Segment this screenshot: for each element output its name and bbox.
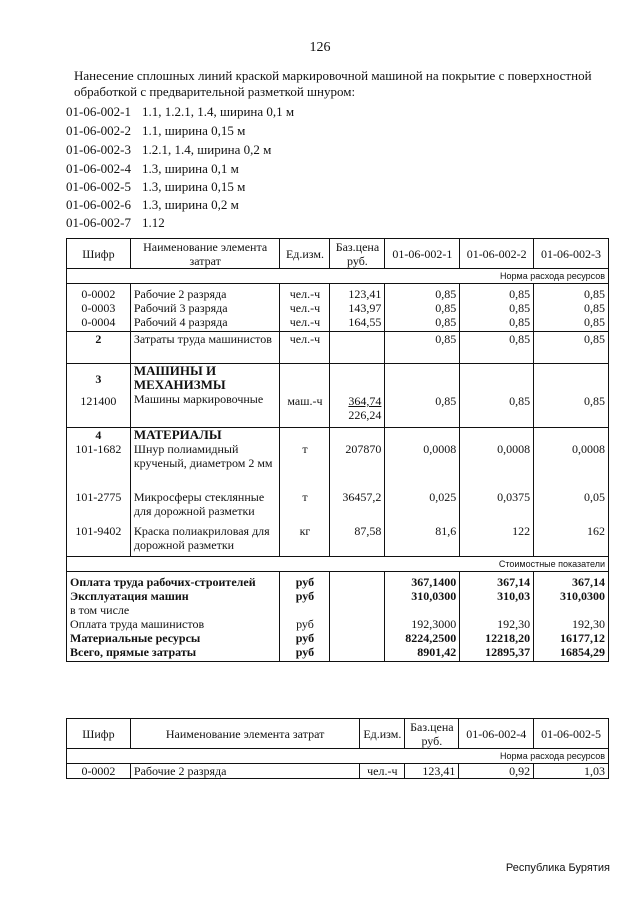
cell-name: Затраты труда машинистов (130, 332, 280, 364)
cell-v1: 0,0008 (385, 442, 460, 490)
cell-v1: 0,85 (385, 301, 460, 315)
table-row (67, 764, 609, 779)
cost-row (67, 631, 609, 645)
cell-name: Рабочий 3 разряда (130, 301, 280, 315)
cost-name: Оплата труда машинистов (67, 617, 280, 631)
cell-v2: 0,85 (460, 315, 534, 332)
cell-v3: 0,85 (534, 332, 609, 364)
cell-code: 101-9402 (67, 524, 131, 556)
section-number: 2 (67, 332, 131, 364)
code-line (66, 197, 239, 213)
code: 01-06-002-5 (66, 179, 131, 194)
cell-unit: кг (280, 524, 330, 556)
empty-cell (460, 428, 534, 443)
cell-v2 (460, 364, 534, 428)
empty-cell (385, 428, 460, 443)
header-col2: 01-06-002-5 (534, 719, 609, 749)
cost-v1: 367,1400 (385, 571, 460, 589)
table-row (67, 524, 609, 556)
resource-table-2 (66, 718, 609, 779)
cost-v2: 12218,20 (460, 631, 534, 645)
section-number: 3 (95, 372, 102, 386)
cell-name: Рабочий 4 разряда (130, 315, 280, 332)
cell-price: 207870 (330, 442, 385, 490)
cell-unit: чел.-ч (280, 332, 330, 364)
code-line (66, 179, 245, 195)
cost-v1: 310,0300 (385, 589, 460, 603)
code-desc: 1.2.1, 1.4, ширина 0,2 м (142, 142, 272, 157)
code: 01-06-002-1 (66, 104, 131, 119)
cell-code: 0-0002 (67, 764, 131, 779)
empty-cell (330, 603, 385, 617)
header-unit: Ед.изм. (280, 239, 330, 269)
cell-v2: 0,85 (460, 301, 534, 315)
code-desc: 1.12 (142, 215, 165, 230)
materials-heading-row (67, 428, 609, 443)
cost-name: Материальные ресурсы (67, 631, 280, 645)
empty-cell (330, 631, 385, 645)
cost-unit: руб (280, 589, 330, 603)
norm-label: Норма расхода ресурсов (67, 269, 609, 284)
table-row (67, 301, 609, 315)
cell-name: Микросферы стеклянные для дорожной разметки (130, 490, 280, 524)
cell-code: 0-0003 (67, 301, 131, 315)
header-code: Шифр (67, 719, 131, 749)
cell-unit: чел.-ч (360, 764, 405, 779)
cell-v3 (534, 364, 609, 428)
empty-cell (330, 645, 385, 662)
cost-name: Всего, прямые затраты (67, 645, 280, 662)
machines-row (67, 364, 609, 428)
cell-v1 (385, 364, 460, 428)
cell-name (130, 364, 280, 428)
cost-v2: 367,14 (460, 571, 534, 589)
cost-name: в том числе (67, 603, 280, 617)
cell-name: Рабочие 2 разряда (130, 764, 359, 779)
cell-v1: 81,6 (385, 524, 460, 556)
cell-unit: т (280, 442, 330, 490)
cost-v1: 8224,2500 (385, 631, 460, 645)
cell-name: Шнур полиамидный крученый, диаметром 2 мм (130, 442, 280, 490)
header-col2: 01-06-002-2 (460, 239, 534, 269)
cell-price: 36457,2 (330, 490, 385, 524)
machine-price: 364,74 (348, 394, 382, 408)
cost-v3: 16177,12 (534, 631, 609, 645)
code: 01-06-002-7 (66, 215, 131, 230)
norm-label: Норма расхода ресурсов (67, 749, 609, 764)
cell-unit (280, 364, 330, 428)
cell-v2: 0,0008 (460, 442, 534, 490)
empty-cell (280, 603, 330, 617)
cell-price: 123,41 (405, 764, 459, 779)
cell-price: 87,58 (330, 524, 385, 556)
cost-v3: 367,14 (534, 571, 609, 589)
cost-row (67, 571, 609, 589)
cell-price (330, 364, 385, 428)
empty-cell (385, 603, 460, 617)
machine-code: 121400 (80, 394, 117, 408)
cell-v3: 0,85 (534, 315, 609, 332)
header-price: Баз.цена руб. (330, 239, 385, 269)
cell-v2: 0,0375 (460, 490, 534, 524)
empty-cell (460, 603, 534, 617)
cost-row (67, 603, 609, 617)
empty-cell (280, 428, 330, 443)
header-col3: 01-06-002-3 (534, 239, 609, 269)
header-price: Баз.цена руб. (405, 719, 459, 749)
machinists-row (67, 332, 609, 364)
cost-unit: руб (280, 571, 330, 589)
header-col1: 01-06-002-4 (459, 719, 534, 749)
cost-row (67, 617, 609, 631)
cost-unit: руб (280, 631, 330, 645)
cell-v1: 0,025 (385, 490, 460, 524)
cell-name: Краска полиакриловая для дорожной разметки (130, 524, 280, 556)
cell-v1: 0,85 (385, 332, 460, 364)
cell-v3: 0,05 (534, 490, 609, 524)
code-desc: 1.1, 1.2.1, 1.4, ширина 0,1 м (142, 104, 295, 119)
cost-v1: 192,3000 (385, 617, 460, 631)
cost-name: Оплата труда рабочих-строителей (67, 571, 280, 589)
empty-cell (330, 571, 385, 589)
cost-unit: руб (280, 617, 330, 631)
code: 01-06-002-2 (66, 123, 131, 138)
code-line (66, 142, 271, 158)
code-line (66, 104, 294, 120)
table-header-row (67, 239, 609, 269)
cost-unit: руб (280, 645, 330, 662)
code-line (66, 161, 239, 177)
table-row (67, 490, 609, 524)
norm-label-row (67, 269, 609, 284)
cost-v3: 192,30 (534, 617, 609, 631)
empty-cell (330, 428, 385, 443)
cell-v2: 122 (460, 524, 534, 556)
machine-name: Машины маркировочные (133, 392, 264, 406)
cell-code: 101-1682 (67, 442, 131, 490)
cell-v3: 0,85 (534, 301, 609, 315)
code-line (66, 123, 245, 139)
section-title: МАТЕРИАЛЫ (130, 428, 280, 443)
page-number: 126 (309, 40, 331, 55)
cell-name: Рабочие 2 разряда (130, 284, 280, 302)
code-desc: 1.3, ширина 0,1 м (142, 161, 239, 176)
table-row (67, 442, 609, 490)
code-desc: 1.3, ширина 0,2 м (142, 197, 239, 212)
code-line (66, 215, 165, 231)
machine-v3: 0,85 (584, 394, 605, 408)
cost-row (67, 645, 609, 662)
header-col1: 01-06-002-1 (385, 239, 460, 269)
header-unit: Ед.изм. (360, 719, 405, 749)
cell-v1: 0,92 (459, 764, 534, 779)
cell-price (330, 332, 385, 364)
cell-price: 143,97 (330, 301, 385, 315)
header-name: Наименование элемента затрат (130, 719, 359, 749)
cost-label-row (67, 556, 609, 571)
cell-unit: чел.-ч (280, 284, 330, 302)
cell-v1: 0,85 (385, 284, 460, 302)
cell-price: 123,41 (330, 284, 385, 302)
cell-v3: 0,0008 (534, 442, 609, 490)
machine-price-2: 226,24 (348, 408, 382, 422)
cell-code (67, 364, 131, 428)
cost-v2: 310,03 (460, 589, 534, 603)
empty-cell (330, 589, 385, 603)
machine-v2: 0,85 (509, 394, 531, 408)
cost-v1: 8901,42 (385, 645, 460, 662)
empty-cell (534, 603, 609, 617)
machine-unit: маш.-ч (287, 394, 323, 408)
cell-code: 0-0004 (67, 315, 131, 332)
resource-table (66, 238, 609, 662)
empty-cell (534, 428, 609, 443)
cell-v1: 0,85 (385, 315, 460, 332)
cost-v3: 310,0300 (534, 589, 609, 603)
header-name: Наименование элемента затрат (130, 239, 280, 269)
header-code: Шифр (67, 239, 131, 269)
cost-v3: 16854,29 (534, 645, 609, 662)
code-desc: 1.1, ширина 0,15 м (142, 123, 246, 138)
cell-code: 101-2775 (67, 490, 131, 524)
cost-v2: 12895,37 (460, 645, 534, 662)
footer-region: Республика Бурятия (505, 862, 610, 874)
norm-label-row (67, 749, 609, 764)
cell-v3: 0,85 (534, 284, 609, 302)
table-row (67, 315, 609, 332)
code: 01-06-002-4 (66, 161, 131, 176)
cell-v2: 0,85 (460, 332, 534, 364)
cost-row (67, 589, 609, 603)
cell-unit: чел.-ч (280, 315, 330, 332)
code-desc: 1.3, ширина 0,15 м (142, 179, 246, 194)
table-row (67, 284, 609, 302)
code: 01-06-002-3 (66, 142, 131, 157)
table-header-row (67, 719, 609, 749)
cell-v2: 0,85 (460, 284, 534, 302)
empty-cell (330, 617, 385, 631)
cell-v2: 1,03 (534, 764, 609, 779)
cell-unit: чел.-ч (280, 301, 330, 315)
machine-v1: 0,85 (435, 394, 457, 408)
intro-text: Нанесение сплошных линий краской маркировочной машиной на покрытие с поверхностной обработкой с предварительной разметкой шнуром: (74, 68, 592, 99)
cell-unit: т (280, 490, 330, 524)
code: 01-06-002-6 (66, 197, 131, 212)
cost-name: Эксплуатация машин (67, 589, 280, 603)
cost-v2: 192,30 (460, 617, 534, 631)
section-number: 4 (67, 428, 131, 443)
cell-code: 0-0002 (67, 284, 131, 302)
section-title: МАШИНЫ И МЕХАНИЗМЫ (133, 363, 226, 392)
cost-label: Стоимостные показатели (67, 556, 609, 571)
cell-v3: 162 (534, 524, 609, 556)
cell-price: 164,55 (330, 315, 385, 332)
